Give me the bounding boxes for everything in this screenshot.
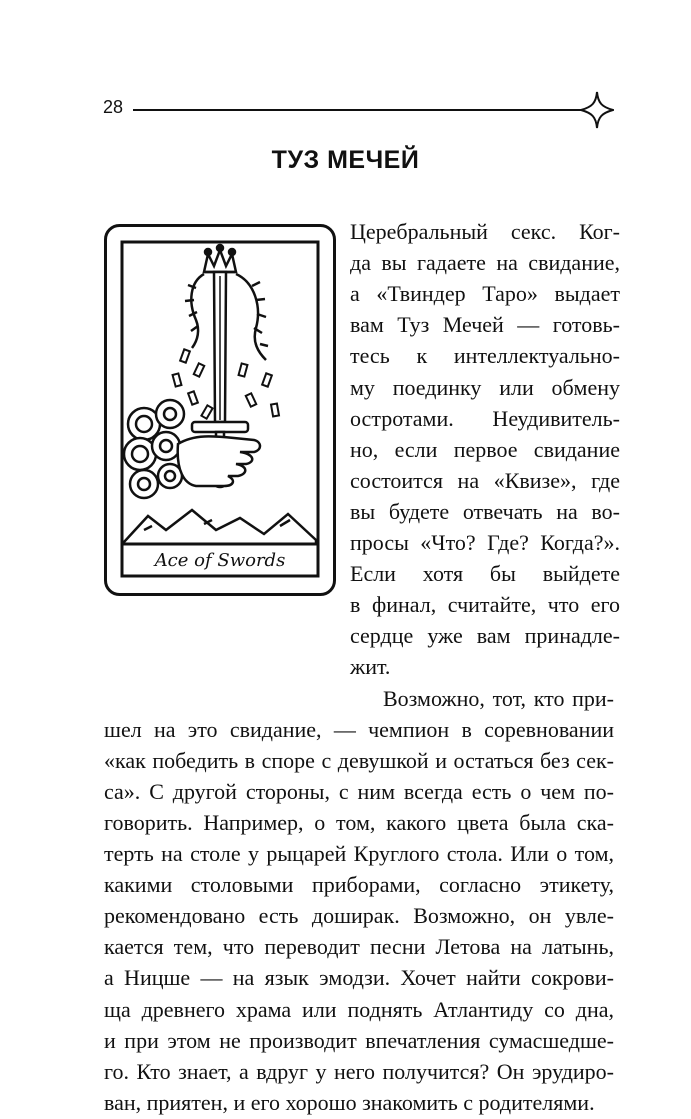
body-line: Церебральный секс. Ког- xyxy=(350,219,620,244)
body-line: шел на это свидание, — чемпион в соревновании xyxy=(104,716,614,742)
body-line: «как победить в споре с девушкой и остаться без сек- xyxy=(104,747,614,773)
chapter-title: ТУЗ МЕЧЕЙ xyxy=(271,146,420,174)
body-line: состоится на «Квизе», где xyxy=(350,467,620,493)
body-line: сердце уже вам принадле- xyxy=(350,623,620,649)
body-line: да вы гадаете на свидание, xyxy=(350,250,620,276)
paragraph-first-line: Возможно, тот, кто при- xyxy=(383,685,614,711)
body-line: а «Твиндер Таро» выдает xyxy=(350,281,620,307)
body-line: му поединку или обмену xyxy=(350,374,620,400)
body-line: ща древнего храма или поднять Атлантиду со дна, xyxy=(104,996,614,1022)
body-line: жит. xyxy=(350,654,391,680)
body-line: в финал, считайте, что его xyxy=(350,592,620,618)
body-line: но, если первое свидание xyxy=(350,436,620,462)
body-line: какими столовыми приборами, согласно этикету, xyxy=(104,872,614,898)
body-line: остротами. Неудивитель- xyxy=(350,405,620,431)
body-line: вам Туз Мечей — готовь- xyxy=(350,312,620,338)
body-line: са». С другой стороны, с ним всегда есть о чем по- xyxy=(104,778,614,804)
body-line: Если хотя бы выйдете xyxy=(350,561,620,587)
page-number: 28 xyxy=(103,97,124,117)
body-line: а Ницше — на язык эмодзи. Хочет найти сокрови- xyxy=(104,965,614,991)
body-line: кается тем, что переводит песни Летова на латынь, xyxy=(104,934,614,960)
body-line: тесь к интеллектуально- xyxy=(350,343,620,369)
body-line: и при этом не производит впечатления сумасшедше- xyxy=(104,1027,614,1053)
body-line: терть на столе у рыцарей Круглого стола. Или о том, xyxy=(104,841,614,866)
body-line: ван, приятен, и его хорошо знакомить с родителями. xyxy=(104,1089,595,1115)
body-line: рекомендовано есть доширак. Возможно, он увле- xyxy=(104,903,614,929)
body-line: вы будете отвечать на во- xyxy=(350,498,620,524)
body-line: го. Кто знает, а вдруг у него получится? Он эрудиро- xyxy=(104,1058,614,1084)
body-line: говорить. Например, о том, какого цвета была ска- xyxy=(104,809,614,835)
card-caption: Ace of Swords xyxy=(154,550,286,571)
body-line: просы «Что? Где? Когда?». xyxy=(350,530,620,555)
